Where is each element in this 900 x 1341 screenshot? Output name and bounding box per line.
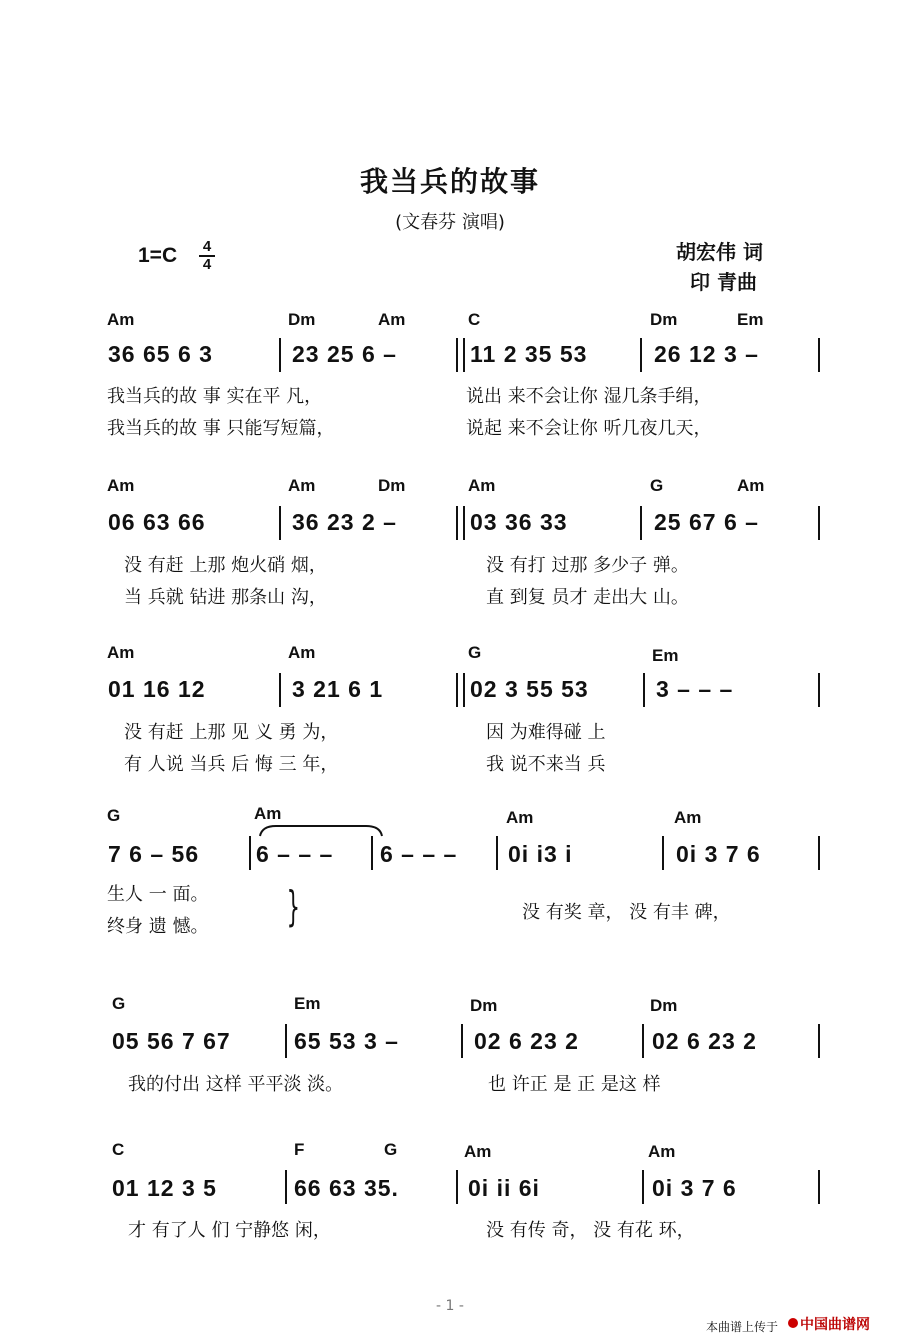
measure-notes: 36 65 6 3 <box>108 341 213 367</box>
measure-notes: 0i 3 7 6 <box>676 841 761 867</box>
barline <box>279 506 281 540</box>
measure-notes: 26 12 3 – <box>654 341 759 367</box>
measure-notes: 0i 3 7 6 <box>652 1175 737 1201</box>
chord: Em <box>294 994 321 1013</box>
chord: Em <box>652 646 679 665</box>
measure-notes: 06 63 66 <box>108 509 206 535</box>
lyricist-credit: 胡宏伟 词 <box>676 240 763 264</box>
measure-notes: 02 6 23 2 <box>652 1028 757 1054</box>
lyric-line: 也 许正 是 正 是这 样 <box>488 1074 661 1095</box>
site-name: 中国曲谱网 <box>800 1317 870 1333</box>
chord: Am <box>464 1142 492 1161</box>
lyric-line: 生人 一 面。 <box>107 884 209 905</box>
barline <box>662 836 664 870</box>
chord: Dm <box>650 996 678 1015</box>
chord: Am <box>674 808 702 827</box>
chord: Am <box>378 310 406 329</box>
time-signature-bottom: 4 <box>202 256 212 273</box>
chord: Am <box>648 1142 676 1161</box>
barline <box>818 506 820 540</box>
lyric-line: 没 有赶 上那 炮火硝 烟， <box>124 555 327 576</box>
chord: Dm <box>378 476 406 495</box>
barline <box>285 1024 287 1058</box>
barline <box>249 836 251 870</box>
measure-notes: 01 12 3 5 <box>112 1175 217 1201</box>
chord: C <box>112 1140 125 1159</box>
lyric-line: 我的付出 这样 平平淡 淡。 <box>128 1074 344 1095</box>
chord: Dm <box>470 996 498 1015</box>
lyric-line: 没 有奖 章， 没 有丰 碑， <box>522 902 731 923</box>
time-signature <box>199 240 215 272</box>
chord: Am <box>107 476 135 495</box>
barline <box>818 836 820 870</box>
chord: Am <box>506 808 534 827</box>
barline <box>818 1024 820 1058</box>
chord: Am <box>254 804 282 823</box>
measure-notes: 7 6 – 56 <box>108 841 200 867</box>
chord: F <box>294 1140 305 1159</box>
barline <box>461 1024 463 1058</box>
chord: G <box>384 1140 398 1159</box>
lyric-line: 因 为难得碰 上 <box>486 722 606 743</box>
chord: Am <box>468 476 496 495</box>
barline <box>456 506 458 540</box>
lyric-line: 终身 遗 憾。 <box>107 916 209 937</box>
chord: G <box>112 994 126 1013</box>
lyric-line: 说起 来不会让你 听几夜几天， <box>466 418 712 439</box>
barline <box>463 338 465 372</box>
measure-notes: 02 3 55 53 <box>470 676 589 702</box>
chord: Am <box>107 643 135 662</box>
measure-notes: 0i i3 i <box>508 841 573 867</box>
chord: Am <box>737 476 765 495</box>
lyric-line: 有 人说 当兵 后 悔 三 年， <box>124 754 339 775</box>
barline <box>640 338 642 372</box>
barline <box>285 1170 287 1204</box>
lyric-line: 我 说不来当 兵 <box>486 754 606 775</box>
time-signature-top: 4 <box>202 238 212 255</box>
measure-notes: 3 – – – <box>656 676 734 702</box>
barline <box>371 836 373 870</box>
chord: G <box>107 806 121 825</box>
chord: Em <box>737 310 764 329</box>
chord: C <box>468 310 481 329</box>
lyric-line: 才 有了人 们 宁静悠 闲， <box>128 1220 331 1241</box>
barline <box>818 673 820 707</box>
barline <box>818 338 820 372</box>
lyric-line: 当 兵就 钻进 那条山 沟， <box>124 587 327 608</box>
measure-notes: 36 23 2 – <box>292 509 397 535</box>
lyric-line: 说出 来不会让你 湿几条手绢， <box>466 386 712 407</box>
barline <box>643 673 645 707</box>
song-title: 我当兵的故事 <box>359 165 540 198</box>
measure-notes: 25 67 6 – <box>654 509 759 535</box>
barline <box>640 506 642 540</box>
page-number: - 1 - <box>436 1298 464 1314</box>
lyric-line: 没 有赶 上那 见 义 勇 为， <box>124 722 339 743</box>
barline <box>642 1024 644 1058</box>
chord: Am <box>288 476 316 495</box>
measure-notes: 65 53 3 – <box>294 1028 399 1054</box>
barline <box>279 338 281 372</box>
barline <box>456 338 458 372</box>
barline <box>279 673 281 707</box>
measure-notes: 6 – – – <box>256 841 334 867</box>
chord: Dm <box>288 310 316 329</box>
barline <box>456 673 458 707</box>
barline <box>463 506 465 540</box>
barline <box>496 836 498 870</box>
measure-notes: 66 63 35. <box>294 1175 399 1201</box>
lyric-line: 直 到复 员才 走出大 山。 <box>486 587 689 608</box>
chord: G <box>650 476 664 495</box>
lyric-line: 我当兵的故 事 只能写短篇， <box>107 418 335 439</box>
measure-notes: 6 – – – <box>380 841 458 867</box>
lyric-line: 没 有传 奇， 没 有花 环， <box>486 1220 695 1241</box>
barline <box>818 1170 820 1204</box>
barline <box>642 1170 644 1204</box>
measure-notes: 3 21 6 1 <box>292 676 384 702</box>
measure-notes: 11 2 35 53 <box>470 341 588 367</box>
brace-icon: } <box>286 882 301 931</box>
chord: Am <box>107 310 135 329</box>
measure-notes: 01 16 12 <box>108 676 206 702</box>
chord: Am <box>288 643 316 662</box>
measure-notes: 23 25 6 – <box>292 341 397 367</box>
chord: G <box>468 643 482 662</box>
site-logo-icon <box>788 1318 798 1328</box>
key-signature: 1=C <box>138 244 178 267</box>
upload-note: 本曲谱上传于 <box>706 1320 779 1334</box>
measure-notes: 0i ii 6i <box>468 1175 540 1201</box>
chord: Dm <box>650 310 678 329</box>
lyric-line: 没 有打 过那 多少子 弹。 <box>486 555 689 576</box>
tie-arc <box>256 824 386 838</box>
barline <box>463 673 465 707</box>
measure-notes: 03 36 33 <box>470 509 568 535</box>
lyric-line: 我当兵的故 事 实在平 凡， <box>107 386 323 407</box>
singer-credit: (文春芬 演唱) <box>395 212 505 233</box>
barline <box>456 1170 458 1204</box>
composer-credit: 印 青曲 <box>690 270 757 294</box>
measure-notes: 05 56 7 67 <box>112 1028 231 1054</box>
measure-notes: 02 6 23 2 <box>474 1028 579 1054</box>
